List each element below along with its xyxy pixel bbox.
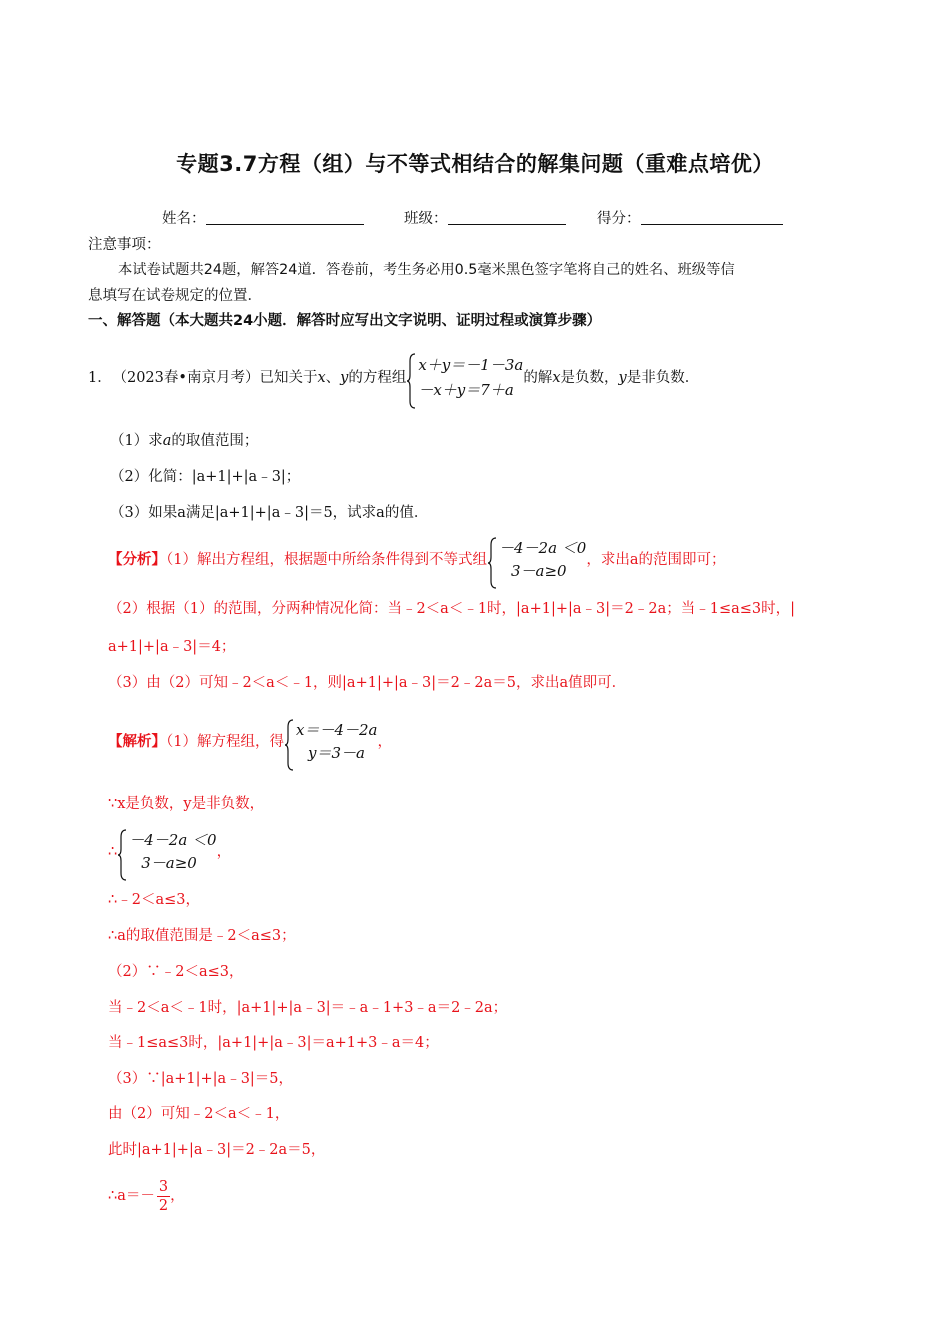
var-x: x <box>552 370 561 386</box>
solution-line-6: 当﹣2＜a＜﹣1时，|a+1|+|a﹣3|＝﹣a﹣1+3﹣a＝2﹣2a； <box>108 1000 508 1016</box>
var-y: y <box>618 370 627 386</box>
analysis-text: ，求出a的范围即可； <box>586 552 726 568</box>
solution-line-10: 此时|a+1|+|a﹣3|＝2﹣2a＝5， <box>108 1142 326 1158</box>
score-label: 得分： <box>597 211 641 227</box>
question-source: （2023春•南京月考） <box>119 370 260 386</box>
question-number: 1． <box>88 370 112 386</box>
solution-line-11 <box>108 1176 185 1216</box>
class-label: 班级： <box>404 211 448 227</box>
stem-text: 是负数， <box>560 370 619 386</box>
var-a: a <box>162 433 172 449</box>
left-brace-icon <box>487 537 497 589</box>
fraction <box>157 1178 170 1215</box>
stem-text: 的方程组 <box>348 370 407 386</box>
inequality-system <box>487 537 586 583</box>
solution-row-2: y＝3－a <box>307 744 365 762</box>
solution-line-therefore <box>108 824 231 880</box>
solution-text: ∴a＝－ <box>108 1188 155 1204</box>
solution-text: （1）解方程组，得 <box>166 734 284 750</box>
solution-line-7: 当﹣1≤a≤3时，|a+1|+|a﹣3|＝a+1+3﹣a＝4； <box>108 1035 439 1051</box>
solution-line-5: （2）∵﹣2＜a≤3， <box>108 964 244 980</box>
equation-system <box>406 353 523 403</box>
analysis-line-4: （3）由（2）可知﹣2＜a＜﹣1，则|a+1|+|a﹣3|＝2﹣2a＝5，求出a值即可． <box>108 675 627 691</box>
fraction-numerator: 3 <box>158 1178 169 1195</box>
section-heading: 一、解答题（本大题共24小题．解答时应写出文字说明、证明过程或演算步骤） <box>88 313 602 329</box>
inequality-row-1: －4－2a ＜0 <box>498 539 587 557</box>
var-x: x <box>317 370 326 386</box>
stem-text: 已知关于 <box>259 370 318 386</box>
solution-text: ， <box>216 844 232 860</box>
therefore-symbol: ∴ <box>108 844 118 860</box>
analysis-line-3: a+1|+|a﹣3|＝4； <box>108 639 236 655</box>
notice-heading: 注意事项： <box>88 237 161 253</box>
question-part-3: （3）如果a满足|a+1|+|a﹣3|＝5，试求a的值． <box>110 505 429 521</box>
question-1-stem <box>88 348 699 408</box>
page-title: 专题3.7方程（组）与不等式相结合的解集问题（重难点培优） <box>176 152 774 176</box>
left-brace-icon <box>117 829 127 881</box>
notice-line2: 息填写在试卷规定的位置． <box>88 288 262 304</box>
solution-line-3: ∴﹣2＜a≤3， <box>108 892 200 908</box>
name-field <box>162 209 364 229</box>
solution-text: ， <box>377 734 392 750</box>
solution-text: ， <box>170 1188 185 1204</box>
var-y: y <box>340 370 349 386</box>
name-blank[interactable] <box>206 210 364 225</box>
equation-row-2: －x＋y＝7＋a <box>418 381 514 399</box>
question-part-1 <box>110 431 258 451</box>
score-blank[interactable] <box>641 210 783 225</box>
score-field <box>597 209 783 229</box>
stem-text: 是非负数． <box>626 370 700 386</box>
analysis-line-1 <box>108 532 725 588</box>
part-text: （1）求 <box>110 433 163 449</box>
inequality-row-2: 3－a≥0 <box>510 562 567 580</box>
class-field <box>404 209 566 229</box>
part-text: 的取值范围； <box>171 433 259 449</box>
inequality-row-2: 3－a≥0 <box>141 854 197 872</box>
fraction-denominator: 2 <box>158 1197 169 1214</box>
class-blank[interactable] <box>448 210 566 225</box>
solution-row-1: x＝－4－2a <box>295 721 378 739</box>
solution-line-1 <box>108 714 392 770</box>
solution-system <box>284 719 378 765</box>
analysis-tag: 【分析】 <box>108 551 166 568</box>
notice-line1: 本试卷试题共24题，解答24道．答卷前，考生务必用0.5毫米黑色签字笔将自己的姓名、班级等信 <box>118 262 735 278</box>
equation-row-1: x＋y＝－1－3a <box>418 356 524 374</box>
solution-line-9: 由（2）可知﹣2＜a＜﹣1， <box>108 1106 290 1122</box>
analysis-text: （1）解出方程组，根据题中所给条件得到不等式组 <box>166 552 487 568</box>
analysis-line-2: （2）根据（1）的范围，分两种情况化简：当﹣2＜a＜﹣1时，|a+1|+|a﹣3|＝2﹣2a；当﹣1≤a≤3时，| <box>108 601 795 617</box>
inequality-row-1: －4－2a ＜0 <box>129 831 217 849</box>
left-brace-icon <box>406 353 416 409</box>
left-brace-icon <box>284 719 294 771</box>
solution-line-2: ∵x是负数，y是非负数， <box>108 796 265 812</box>
solution-line-4: ∴a的取值范围是﹣2＜a≤3； <box>108 928 296 944</box>
solution-inequality-system <box>117 829 216 875</box>
stem-sep: 、 <box>325 370 341 386</box>
name-label: 姓名： <box>162 211 206 227</box>
solution-tag: 【解析】 <box>108 733 166 750</box>
stem-text: 的解 <box>523 370 553 386</box>
question-part-2: （2）化简：|a+1|+|a﹣3|； <box>110 469 301 485</box>
solution-line-8: （3）∵|a+1|+|a﹣3|＝5， <box>108 1071 294 1087</box>
